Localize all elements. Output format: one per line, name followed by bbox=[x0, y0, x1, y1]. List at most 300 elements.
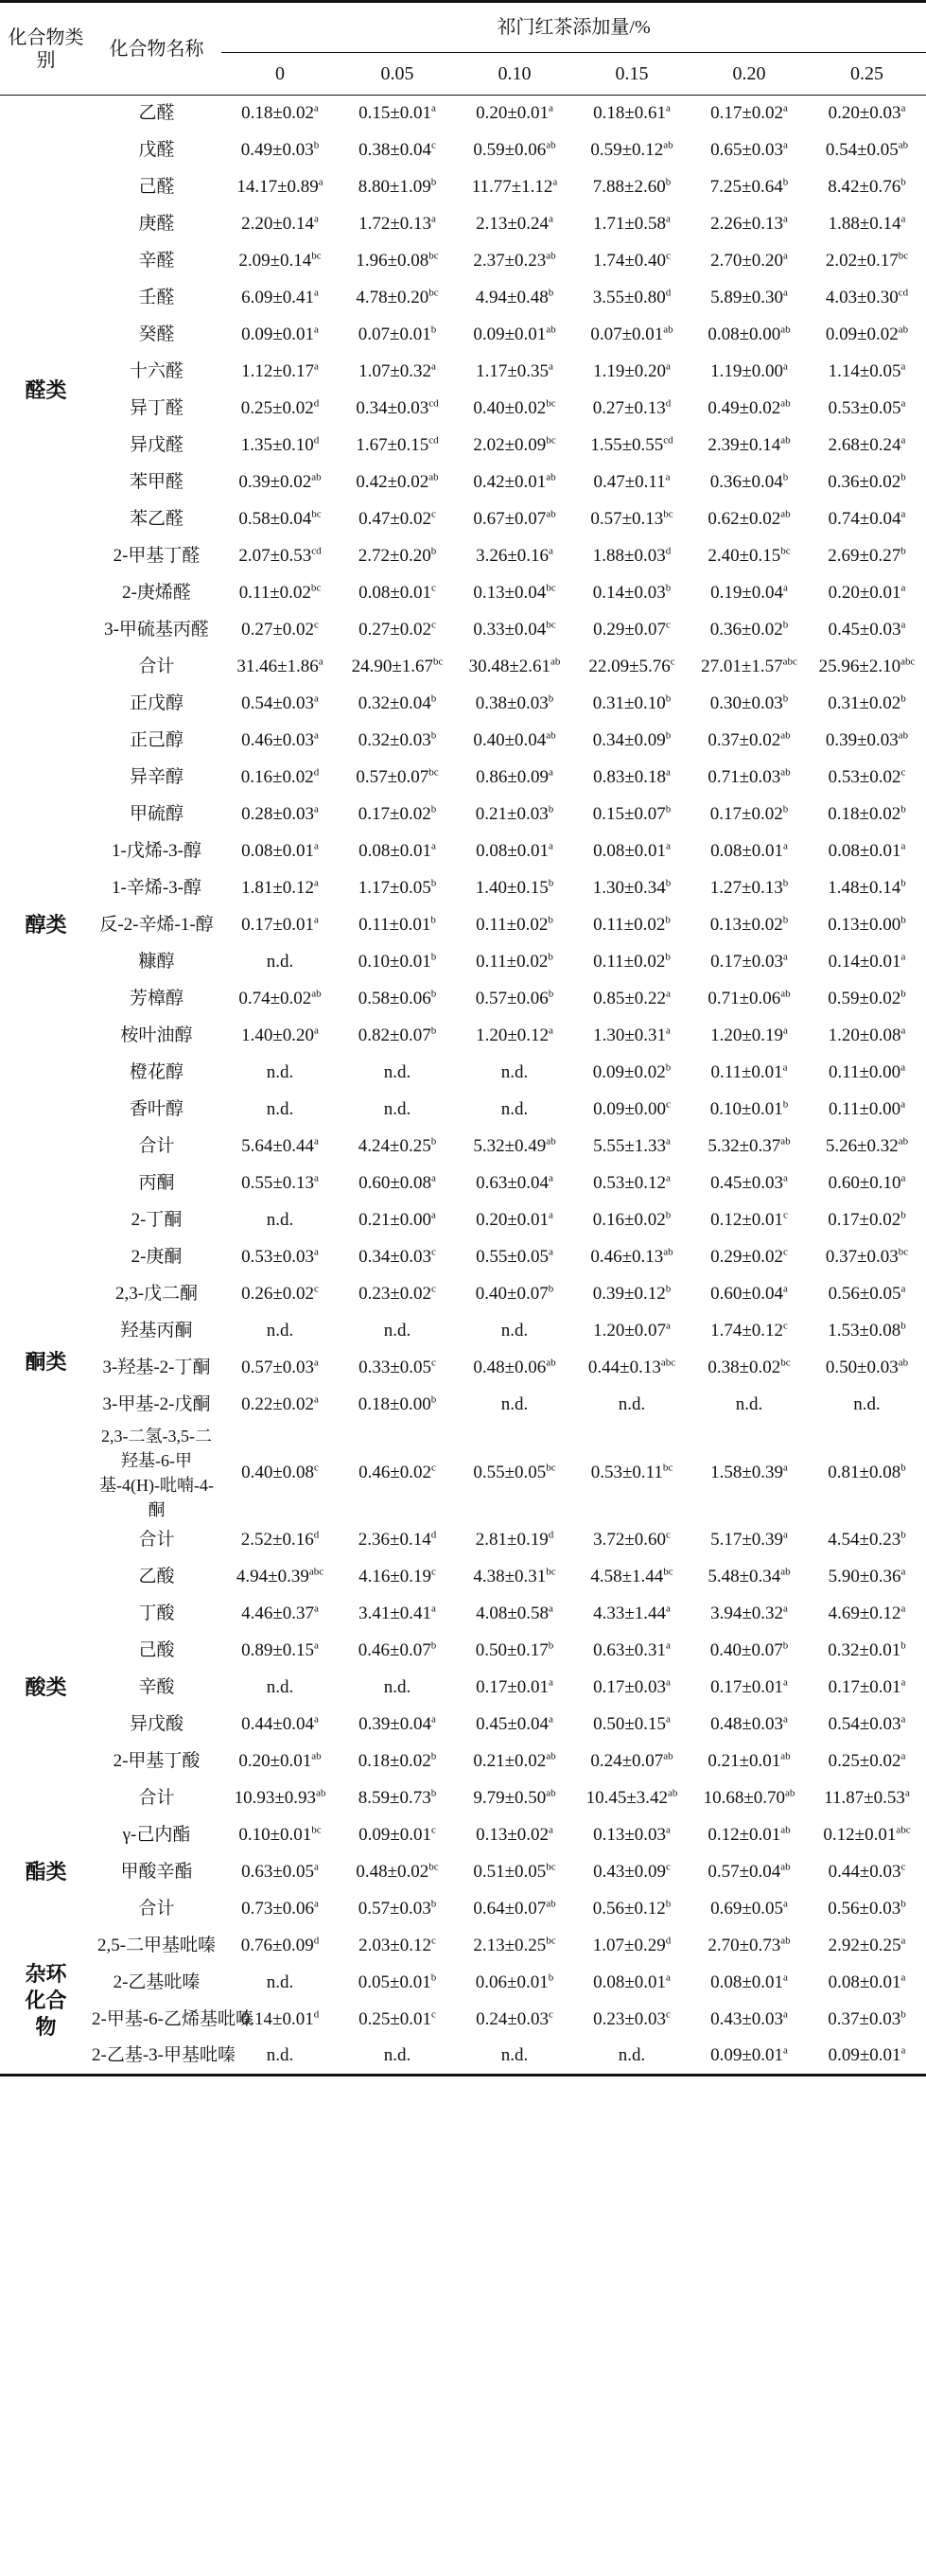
value-cell bbox=[221, 1276, 339, 1313]
value-text: 0.39±0.02 bbox=[238, 472, 312, 492]
table-row bbox=[0, 907, 926, 944]
value-text: 1.71±0.58 bbox=[593, 214, 667, 234]
value-cell bbox=[221, 1744, 339, 1780]
value-text: 0.11±0.02 bbox=[593, 952, 666, 972]
value-text: 0.18±0.61 bbox=[593, 103, 667, 124]
compound-name: 异辛醇 bbox=[129, 767, 183, 787]
significance-letter: b bbox=[782, 692, 789, 705]
value-cell bbox=[690, 760, 808, 797]
value-text: 0.18±0.02 bbox=[828, 804, 901, 824]
significance-letter: ab bbox=[898, 1357, 909, 1369]
value-text: 0.76±0.09 bbox=[240, 1936, 314, 1955]
significance-letter: a bbox=[314, 213, 319, 225]
table-row bbox=[0, 1633, 926, 1670]
significance-letter: c bbox=[783, 1209, 788, 1221]
value-text: 0.32±0.01 bbox=[828, 1640, 901, 1660]
significance-letter: abc bbox=[782, 656, 797, 668]
value-text: 0.56±0.03 bbox=[828, 1899, 901, 1919]
significance-letter: bc bbox=[898, 250, 909, 262]
value-text: 0.81±0.08 bbox=[828, 1462, 901, 1482]
value-cell bbox=[456, 1424, 573, 1522]
value-text: 1.35±0.10 bbox=[240, 435, 314, 455]
value-text: 0.64±0.07 bbox=[473, 1899, 547, 1919]
table-row bbox=[0, 354, 926, 391]
value-text: 0.45±0.03 bbox=[828, 620, 901, 640]
value-cell bbox=[690, 1350, 808, 1387]
value-cell bbox=[221, 1670, 339, 1707]
value-text: 2.40±0.15 bbox=[708, 546, 781, 566]
significance-letter: a bbox=[314, 1603, 319, 1615]
value-cell bbox=[690, 981, 808, 1018]
significance-letter: a bbox=[314, 840, 319, 852]
value-text: 0.57±0.03 bbox=[241, 1358, 315, 1377]
table-row bbox=[0, 538, 926, 575]
value-cell bbox=[808, 206, 926, 243]
significance-letter: b bbox=[900, 914, 906, 926]
significance-letter: bc bbox=[433, 656, 444, 668]
significance-letter: a bbox=[783, 1172, 788, 1184]
value-text: 10.93±0.93 bbox=[234, 1788, 317, 1808]
value-cell bbox=[573, 1744, 690, 1780]
value-cell bbox=[808, 1522, 926, 1559]
compound-name: 合计 bbox=[138, 1899, 175, 1919]
value-cell bbox=[808, 1018, 926, 1055]
value-text: 0.49±0.02 bbox=[708, 398, 781, 418]
value-text: 0.20±0.01 bbox=[238, 1751, 312, 1771]
value-text: 0.08±0.01 bbox=[358, 841, 432, 861]
significance-letter: ab bbox=[780, 1861, 791, 1873]
compound-name: 3-甲基-2-戊酮 bbox=[102, 1394, 211, 1414]
value-cell bbox=[456, 1018, 573, 1055]
significance-letter: ab bbox=[898, 729, 909, 742]
value-cell bbox=[456, 206, 573, 243]
header-level: 0.25 bbox=[808, 53, 926, 96]
value-cell bbox=[690, 1559, 808, 1596]
significance-letter: bc bbox=[780, 1357, 791, 1369]
value-cell bbox=[573, 1633, 690, 1670]
compound-name: 辛酸 bbox=[138, 1677, 175, 1697]
value-text: 0.57±0.07 bbox=[356, 767, 429, 787]
value-text: 0.32±0.04 bbox=[358, 693, 431, 713]
value-text: 0.53±0.12 bbox=[593, 1173, 667, 1193]
value-cell bbox=[690, 1018, 808, 1055]
table-row bbox=[0, 686, 926, 723]
significance-letter: a bbox=[431, 1603, 436, 1615]
significance-letter: b bbox=[430, 176, 437, 188]
value-cell bbox=[808, 760, 926, 797]
significance-letter: c bbox=[431, 508, 436, 520]
significance-letter: b bbox=[782, 1098, 789, 1111]
value-text: 2.20±0.14 bbox=[241, 214, 315, 234]
table-row bbox=[0, 1350, 926, 1387]
value-text: 0.29±0.02 bbox=[710, 1247, 784, 1267]
value-cell bbox=[573, 575, 690, 612]
value-text: 0.22±0.02 bbox=[241, 1394, 315, 1414]
value-text: 0.08±0.01 bbox=[358, 583, 432, 603]
value-cell bbox=[339, 206, 456, 243]
value-cell bbox=[808, 944, 926, 981]
significance-letter: b bbox=[900, 1209, 906, 1221]
value-text: 0.26±0.02 bbox=[241, 1284, 315, 1304]
value-cell bbox=[221, 317, 339, 354]
value-cell bbox=[339, 1559, 456, 1596]
significance-letter: a bbox=[549, 1713, 553, 1726]
value-cell bbox=[573, 723, 690, 760]
value-text: 0.08±0.01 bbox=[710, 1972, 784, 1992]
value-cell bbox=[808, 1744, 926, 1780]
value-cell bbox=[573, 760, 690, 797]
value-text: 11.87±0.53 bbox=[824, 1788, 905, 1808]
value-cell bbox=[456, 1202, 573, 1239]
table-row bbox=[0, 1276, 926, 1313]
value-cell bbox=[339, 1744, 456, 1780]
value-text: 0.12±0.01 bbox=[823, 1825, 897, 1845]
value-text: 0.40±0.02 bbox=[473, 398, 547, 418]
significance-letter: b bbox=[665, 692, 672, 705]
value-cell bbox=[456, 797, 573, 833]
significance-letter: a bbox=[549, 1676, 553, 1689]
table-row bbox=[0, 797, 926, 833]
value-cell bbox=[456, 317, 573, 354]
table-row bbox=[0, 1424, 926, 1522]
value-cell bbox=[690, 870, 808, 907]
value-cell bbox=[456, 686, 573, 723]
significance-letter: ab bbox=[780, 1935, 791, 1947]
value-text: n.d. bbox=[266, 1972, 294, 1992]
value-cell bbox=[339, 1313, 456, 1350]
value-text: 0.57±0.13 bbox=[590, 509, 664, 529]
significance-letter: a bbox=[783, 1462, 788, 1474]
category-cell: 醇类 bbox=[25, 913, 67, 937]
significance-letter: ab bbox=[546, 1898, 556, 1910]
value-text: 0.63±0.31 bbox=[593, 1640, 667, 1660]
value-cell bbox=[221, 1165, 339, 1202]
significance-letter: a bbox=[900, 1566, 906, 1578]
significance-letter: ab bbox=[668, 1787, 678, 1799]
value-text: 0.44±0.03 bbox=[828, 1862, 901, 1882]
value-text: 0.47±0.11 bbox=[593, 472, 666, 492]
significance-letter: a bbox=[549, 102, 553, 114]
value-cell bbox=[690, 280, 808, 317]
value-cell bbox=[456, 1313, 573, 1350]
category-cell: 醛类 bbox=[25, 377, 67, 402]
value-cell bbox=[573, 464, 690, 501]
value-cell bbox=[690, 1928, 808, 1965]
significance-letter: a bbox=[900, 213, 906, 225]
value-text: 0.46±0.02 bbox=[358, 1462, 432, 1482]
significance-letter: a bbox=[900, 619, 906, 631]
value-cell bbox=[573, 1350, 690, 1387]
value-text: 4.54±0.23 bbox=[828, 1530, 901, 1550]
value-text: 1.12±0.17 bbox=[241, 361, 315, 381]
value-text: 0.11±0.01 bbox=[358, 915, 431, 935]
significance-letter: ab bbox=[311, 1750, 322, 1762]
value-cell bbox=[339, 538, 456, 575]
significance-letter: a bbox=[666, 1824, 671, 1836]
compound-name: 1-戊烯-3-醇 bbox=[112, 841, 201, 861]
significance-letter: bc bbox=[428, 766, 439, 779]
value-cell bbox=[690, 1780, 808, 1817]
table-row bbox=[0, 944, 926, 981]
value-cell bbox=[808, 317, 926, 354]
significance-letter: b bbox=[782, 471, 789, 483]
value-cell bbox=[573, 1891, 690, 1928]
compound-name: 异戊酸 bbox=[129, 1714, 183, 1734]
value-text: 0.53±0.02 bbox=[828, 767, 901, 787]
value-cell bbox=[456, 391, 573, 428]
value-text: 0.07±0.01 bbox=[358, 324, 431, 344]
value-cell bbox=[456, 132, 573, 169]
value-cell bbox=[221, 944, 339, 981]
value-cell bbox=[456, 1670, 573, 1707]
significance-letter: a bbox=[783, 840, 788, 852]
value-text: 2.37±0.23 bbox=[473, 251, 547, 271]
value-cell bbox=[573, 1707, 690, 1744]
significance-letter: b bbox=[665, 951, 671, 963]
value-cell bbox=[456, 1239, 573, 1276]
value-text: 0.37±0.03 bbox=[825, 1247, 899, 1267]
significance-letter: ab bbox=[780, 397, 791, 410]
compound-name: 糠醇 bbox=[138, 952, 175, 972]
value-cell bbox=[690, 1165, 808, 1202]
significance-letter: a bbox=[900, 360, 906, 373]
value-cell bbox=[808, 1965, 926, 2002]
value-cell bbox=[456, 280, 573, 317]
value-text: 0.62±0.02 bbox=[708, 509, 781, 529]
value-text: 4.08±0.58 bbox=[476, 1603, 550, 1623]
significance-letter: a bbox=[314, 102, 319, 114]
significance-letter: ab bbox=[546, 1787, 556, 1799]
significance-letter: ab bbox=[780, 1566, 791, 1578]
value-cell bbox=[456, 1965, 573, 2002]
table-row bbox=[0, 760, 926, 797]
significance-letter: b bbox=[665, 914, 671, 926]
significance-letter: b bbox=[313, 139, 320, 151]
value-text: 0.29±0.07 bbox=[593, 620, 667, 640]
value-text: 0.60±0.04 bbox=[710, 1284, 784, 1304]
value-text: 2.70±0.20 bbox=[710, 251, 784, 271]
value-cell bbox=[339, 501, 456, 538]
value-cell bbox=[808, 501, 926, 538]
value-text: 0.50±0.17 bbox=[475, 1640, 549, 1660]
value-text: 0.17±0.02 bbox=[828, 1210, 901, 1230]
value-cell bbox=[808, 907, 926, 944]
significance-letter: ab bbox=[311, 988, 322, 1000]
value-cell bbox=[221, 575, 339, 612]
value-cell bbox=[339, 1817, 456, 1854]
significance-letter: b bbox=[900, 2008, 906, 2021]
value-cell bbox=[221, 907, 339, 944]
value-text: 4.03±0.30 bbox=[825, 288, 899, 307]
value-text: 0.69±0.05 bbox=[710, 1899, 784, 1919]
significance-letter: bc bbox=[546, 434, 556, 447]
table-row bbox=[0, 2039, 926, 2076]
value-cell bbox=[690, 243, 808, 280]
significance-letter: b bbox=[548, 287, 554, 299]
significance-letter: c bbox=[431, 2008, 436, 2021]
value-cell bbox=[221, 1092, 339, 1129]
value-text: 0.48±0.02 bbox=[356, 1862, 429, 1882]
significance-letter: cd bbox=[428, 397, 439, 410]
value-cell bbox=[339, 612, 456, 649]
significance-letter: ab bbox=[663, 1246, 673, 1258]
value-cell bbox=[339, 391, 456, 428]
value-cell bbox=[690, 1276, 808, 1313]
value-cell bbox=[221, 612, 339, 649]
value-text: 5.48±0.34 bbox=[708, 1567, 781, 1586]
significance-letter: a bbox=[783, 1283, 788, 1295]
compound-name: 3-甲硫基丙醛 bbox=[104, 620, 209, 640]
value-text: 1.20±0.19 bbox=[710, 1025, 784, 1045]
value-cell bbox=[808, 1313, 926, 1350]
value-text: 2.13±0.25 bbox=[473, 1936, 547, 1955]
significance-letter: ab bbox=[663, 1750, 673, 1762]
significance-letter: a bbox=[549, 545, 553, 557]
value-cell bbox=[456, 907, 573, 944]
header-category: 化合物类别 bbox=[0, 2, 92, 96]
value-text: 0.54±0.05 bbox=[825, 140, 899, 160]
significance-letter: b bbox=[548, 692, 554, 705]
value-text: n.d. bbox=[266, 1677, 294, 1697]
compound-name: 苯乙醛 bbox=[129, 509, 183, 529]
value-cell bbox=[221, 870, 339, 907]
value-cell bbox=[690, 1965, 808, 2002]
value-text: 1.20±0.08 bbox=[828, 1025, 901, 1045]
value-cell bbox=[221, 686, 339, 723]
value-text: 0.33±0.04 bbox=[473, 620, 547, 640]
value-cell bbox=[456, 1559, 573, 1596]
category-cell: 酸类 bbox=[25, 1675, 67, 1699]
value-text: 0.86±0.09 bbox=[476, 767, 550, 787]
significance-letter: abc bbox=[900, 656, 916, 668]
significance-letter: bc bbox=[546, 582, 556, 594]
significance-letter: a bbox=[782, 1061, 788, 1074]
value-cell bbox=[573, 317, 690, 354]
value-text: 0.43±0.09 bbox=[593, 1862, 667, 1882]
significance-letter: a bbox=[549, 360, 553, 373]
significance-letter: b bbox=[665, 1898, 672, 1910]
value-cell bbox=[808, 575, 926, 612]
table-row bbox=[0, 169, 926, 206]
value-text: 0.36±0.04 bbox=[709, 472, 783, 492]
value-text: 0.42±0.01 bbox=[473, 472, 547, 492]
value-text: 0.08±0.01 bbox=[710, 841, 784, 861]
value-cell bbox=[808, 169, 926, 206]
value-cell bbox=[808, 1202, 926, 1239]
value-cell bbox=[339, 2002, 456, 2039]
significance-letter: a bbox=[549, 1209, 553, 1221]
table-row bbox=[0, 1928, 926, 1965]
value-cell bbox=[339, 1891, 456, 1928]
value-text: 1.72±0.13 bbox=[358, 214, 432, 234]
value-cell bbox=[573, 538, 690, 575]
value-cell bbox=[808, 1780, 926, 1817]
value-cell bbox=[573, 2002, 690, 2039]
significance-letter: b bbox=[430, 1135, 437, 1148]
compound-name: γ-己内酯 bbox=[122, 1825, 191, 1845]
value-cell bbox=[339, 1965, 456, 2002]
value-cell bbox=[456, 96, 573, 132]
value-cell bbox=[339, 1350, 456, 1387]
table-row bbox=[0, 1891, 926, 1928]
value-text: 0.48±0.03 bbox=[710, 1714, 784, 1734]
value-text: 0.53±0.05 bbox=[828, 398, 901, 418]
significance-letter: ab bbox=[780, 1750, 791, 1762]
value-cell bbox=[339, 2039, 456, 2076]
value-cell bbox=[339, 723, 456, 760]
compound-name: 合计 bbox=[138, 1788, 175, 1808]
significance-letter: bc bbox=[898, 1246, 909, 1258]
value-cell bbox=[221, 1891, 339, 1928]
value-text: n.d. bbox=[500, 1062, 529, 1082]
significance-letter: a bbox=[314, 287, 319, 299]
value-cell bbox=[456, 723, 573, 760]
significance-letter: b bbox=[900, 471, 906, 483]
value-cell bbox=[339, 1707, 456, 1744]
compound-name: 丙酮 bbox=[138, 1173, 175, 1193]
significance-letter: a bbox=[314, 1861, 319, 1873]
value-cell bbox=[690, 1854, 808, 1891]
value-cell bbox=[339, 317, 456, 354]
value-cell bbox=[456, 1522, 573, 1559]
significance-letter: a bbox=[314, 729, 319, 742]
value-cell bbox=[339, 1928, 456, 1965]
table-row bbox=[0, 132, 926, 169]
value-cell bbox=[456, 1596, 573, 1633]
value-cell bbox=[690, 317, 808, 354]
value-cell bbox=[690, 723, 808, 760]
value-text: n.d. bbox=[383, 1099, 411, 1119]
value-text: 4.16±0.19 bbox=[358, 1567, 432, 1586]
value-cell bbox=[221, 649, 339, 686]
value-cell bbox=[456, 1129, 573, 1165]
table-row bbox=[0, 1055, 926, 1092]
significance-letter: b bbox=[430, 951, 437, 963]
significance-letter: c bbox=[431, 1357, 436, 1369]
significance-letter: b bbox=[900, 1639, 906, 1652]
value-cell bbox=[690, 1707, 808, 1744]
significance-letter: b bbox=[430, 1898, 437, 1910]
value-text: 4.94±0.39 bbox=[236, 1567, 309, 1586]
significance-letter: a bbox=[314, 1898, 319, 1910]
value-text: 0.85±0.22 bbox=[593, 989, 667, 1008]
value-text: 0.17±0.01 bbox=[241, 915, 315, 935]
value-text: 1.88±0.03 bbox=[592, 546, 666, 566]
value-text: n.d. bbox=[383, 1321, 411, 1341]
value-cell bbox=[573, 206, 690, 243]
value-cell bbox=[690, 649, 808, 686]
value-text: 1.81±0.12 bbox=[241, 878, 315, 898]
value-text: 0.55±0.13 bbox=[241, 1173, 315, 1193]
significance-letter: cd bbox=[898, 287, 909, 299]
value-text: 0.34±0.03 bbox=[356, 398, 429, 418]
significance-letter: c bbox=[783, 1246, 788, 1258]
significance-letter: c bbox=[666, 1529, 671, 1541]
value-text: 0.17±0.02 bbox=[710, 103, 784, 124]
value-cell bbox=[573, 501, 690, 538]
compound-name: 合计 bbox=[138, 1136, 175, 1156]
value-text: 0.73±0.06 bbox=[241, 1899, 315, 1919]
significance-letter: a bbox=[783, 102, 788, 114]
value-cell bbox=[456, 944, 573, 981]
value-text: 0.20±0.01 bbox=[828, 583, 901, 603]
significance-letter: a bbox=[431, 213, 436, 225]
value-text: 5.89±0.30 bbox=[710, 288, 784, 307]
value-cell bbox=[221, 1780, 339, 1817]
value-text: 0.39±0.04 bbox=[358, 1714, 432, 1734]
value-text: 0.09±0.01 bbox=[241, 324, 315, 344]
significance-letter: a bbox=[431, 102, 436, 114]
